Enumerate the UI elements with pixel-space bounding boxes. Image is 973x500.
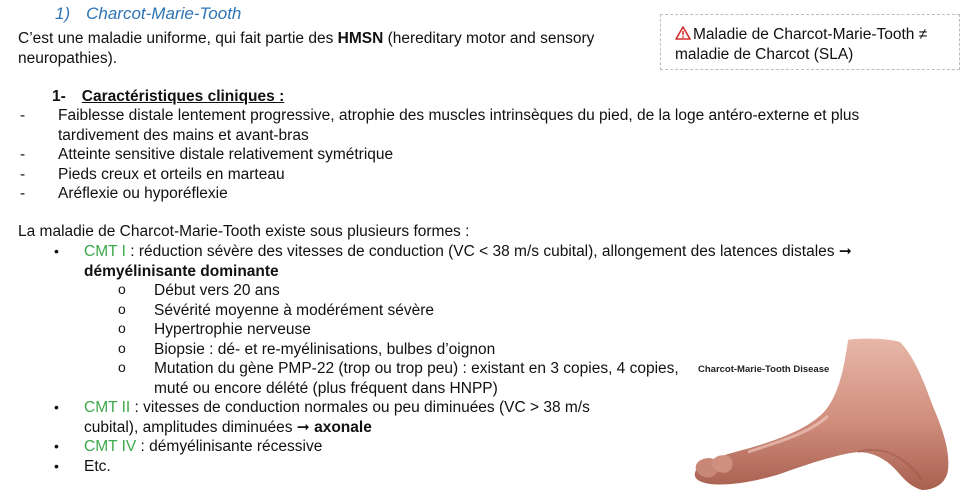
section-number: 1): [55, 4, 71, 23]
image-caption: Charcot-Marie-Tooth Disease: [698, 364, 830, 375]
cmt2-bold: axonale: [314, 418, 372, 436]
intro-bold: HMSN: [337, 30, 384, 47]
subsection-title: Caractéristiques cliniques :: [81, 88, 285, 105]
clinical-features-list: [18, 106, 918, 204]
section-title-text: Charcot-Marie-Tooth: [86, 4, 242, 23]
list-item: o Début vers 20 ans: [118, 281, 280, 299]
warning-text-1: Maladie de Charcot-Marie-Tooth ≠: [693, 26, 928, 43]
list-item: - Pieds creux et orteils en marteau: [20, 165, 285, 183]
forms-intro: La maladie de Charcot-Marie-Tooth existe sous plusieurs formes :: [18, 223, 470, 240]
intro-paragraph: [18, 29, 648, 68]
list-item: - Atteinte sensitive distale relativement symétrique: [20, 146, 394, 163]
subsection-heading: [52, 87, 284, 107]
list-item: - Aréflexie ou hyporéflexie: [20, 185, 228, 202]
warning-text-2: maladie de Charcot (SLA): [675, 45, 854, 63]
section-title: [55, 4, 241, 24]
intro-text-end: (hereditary motor and sensory neuropathies).: [18, 30, 595, 67]
bullet-icon: •: [54, 457, 59, 474]
list-item: o Biopsie : dé- et re-myélinisations, bulbes d’oignon: [118, 339, 496, 358]
cmt2-label: CMT II: [84, 399, 131, 416]
cmt4-label: CMT IV: [84, 438, 137, 455]
cmt2-text: : vitesses de conduction normales ou peu diminuées (VC > 38 m/s cubital), amplitudes diminuées ➞: [84, 399, 590, 436]
foot-photo: [688, 334, 968, 494]
etc-text: Etc.: [84, 457, 111, 475]
foot-illustration: [688, 334, 968, 494]
cmt1-label: CMT I: [84, 243, 126, 260]
cmt1-text: : réduction sévère des vitesses de conduction (VC < 38 m/s cubital), allongement des latences distales ➞: [125, 243, 852, 260]
warning-line-1: [675, 25, 947, 45]
list-item: o Mutation du gène PMP-22 (trop ou trop peu) : existant en 3 copies, 4 copies, muté ou encore délété (plus fréquent dans HNPP): [118, 359, 679, 397]
bullet-icon: •: [54, 399, 59, 415]
warning-box: [660, 14, 960, 70]
list-item: o Hypertrophie nerveuse: [118, 320, 311, 338]
cmt1-bold: démyélinisante dominante: [84, 262, 279, 280]
list-item: - Faiblesse distale lentement progressive, atrophie des muscles intrinsèques du pied, de la loge antéro-externe et plus tardivement des mains et avant-bras: [20, 107, 860, 144]
list-item: o Sévérité moyenne à modérément sévère: [118, 300, 435, 319]
bullet-icon: •: [54, 438, 59, 454]
warning-triangle-icon: [675, 26, 691, 40]
intro-text: C’est une maladie uniforme, qui fait partie des: [18, 30, 338, 47]
bullet-icon: •: [54, 243, 59, 259]
cmt4-text: : démyélinisante récessive: [136, 438, 323, 455]
subsection-number: 1-: [52, 88, 66, 105]
